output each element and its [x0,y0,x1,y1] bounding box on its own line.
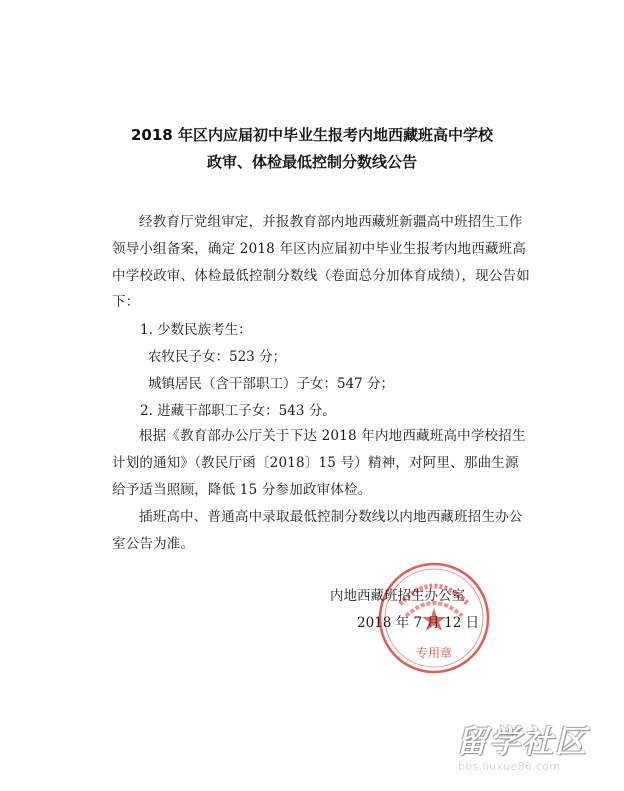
seal-text: 专用章 [415,646,453,660]
document-title-line-1: 2018 年区内应届初中毕业生报考内地西藏班高中学校 [131,126,493,144]
paragraph-transfer: 插班高中、普通高中录取最低控制分数线以内地西藏班招生办公室公告为准。 [112,509,523,552]
signature-office: 内地西藏班招生办公室 [330,588,465,604]
watermark-logo-text: 留学社区 [456,724,588,760]
list-subitem-urban-resident-children: 城镇居民（含干部职工）子女：547 分； [148,376,395,392]
watermark-url: bbs.liuxue86.com [458,760,561,773]
list-item-cadre-children: 2. 进藏干部职工子女：543 分。 [140,403,336,419]
paragraph-intro: 经教育厅党组审定，并报教育部内地西藏班新疆高中班招生工作领导小组备案，确定 2018 年区内应届初中毕业生报考内地西藏班高中学校政审、体检最低控制分数线（卷面总分加体育成绩），现公告如下： [112,214,530,311]
paragraph-policy: 根据《教育部办公厅关于下达 2018 年内地西藏班高中学校招生计划的通知》（教民厅函〔2018〕15 号）精神，对阿里、那曲生源给予适当照顾，降低 15 分参加政审体检。 [112,428,526,498]
document-title-line-2: 政审、体检最低控制分数线公告 [206,153,417,171]
signature-date: 2018 年 7 月 12 日 [357,615,480,631]
list-subitem-farmer-herder-children: 农牧民子女：523 分； [148,349,287,365]
list-item-minority-students: 1. 少数民族考生： [140,322,252,338]
